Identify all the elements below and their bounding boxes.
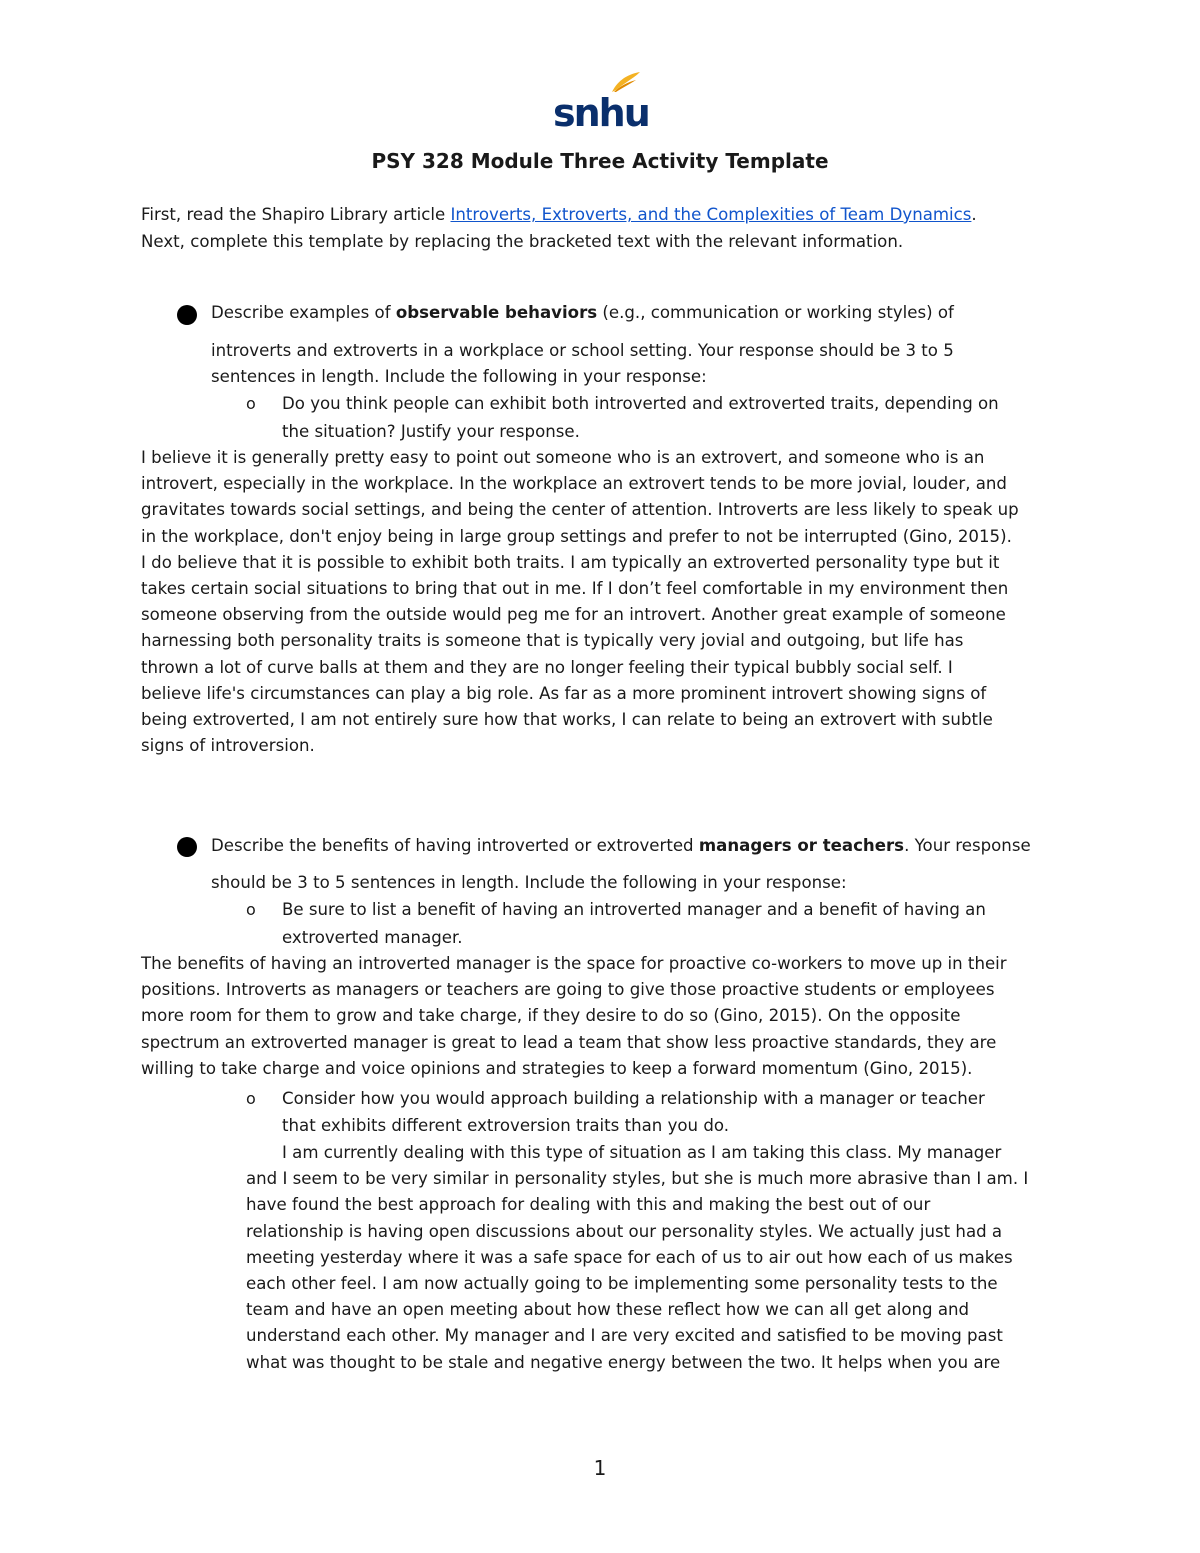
prompt-text: . Your response bbox=[904, 836, 1031, 855]
answer-line: takes certain social situations to bring that out in me. If I don’t feel comfortable in my environment then bbox=[141, 579, 1009, 599]
answer-line: signs of introversion. bbox=[141, 736, 315, 756]
section1-prompt-line-1 bbox=[211, 300, 954, 326]
article-link[interactable]: Introverts, Extroverts, and the Complexities of Team Dynamics bbox=[450, 205, 972, 224]
bullet-icon bbox=[177, 305, 197, 325]
section1-sub-line-2: the situation? Justify your response. bbox=[282, 422, 580, 441]
answer-line: I do believe that it is possible to exhibit both traits. I am typically an extroverted personality type but it bbox=[141, 552, 1000, 572]
prompt-text: Describe the benefits of having introverted or extroverted bbox=[211, 836, 699, 855]
section2-sub2-line-2: that exhibits different extroversion traits than you do. bbox=[282, 1116, 730, 1135]
section2-sub1-line-1: Be sure to list a benefit of having an introverted manager and a benefit of having an bbox=[282, 900, 986, 919]
snhu-logo bbox=[548, 70, 648, 140]
section2-answer-2 bbox=[246, 1140, 1066, 1376]
prompt-bold: managers or teachers bbox=[698, 836, 905, 855]
prompt-text: Describe examples of bbox=[211, 303, 396, 322]
answer-line: and I seem to be very similar in personality styles, but she is much more abrasive than I am. I bbox=[246, 1169, 1029, 1189]
bullet-icon bbox=[177, 837, 197, 857]
section1-prompt-line-2: introverts and extroverts in a workplace or school setting. Your response should be 3 to 5 bbox=[211, 341, 954, 360]
section1-prompt-line-3: sentences in length. Include the following in your response: bbox=[211, 367, 707, 386]
answer-line: gravitates towards social settings, and being the center of attention. Introverts are less likely to speak up bbox=[141, 500, 1019, 520]
answer-line: what was thought to be stale and negative energy between the two. It helps when you are bbox=[246, 1352, 1001, 1372]
answer-line: team and have an open meeting about how these reflect how we can all get along and bbox=[246, 1300, 970, 1320]
answer-line: spectrum an extroverted manager is great to lead a team that show less proactive standards, they are bbox=[141, 1032, 997, 1052]
section1-sub-line-1: Do you think people can exhibit both introverted and extroverted traits, depending on bbox=[282, 394, 999, 413]
answer-line: The benefits of having an introverted manager is the space for proactive co-workers to move up in their bbox=[141, 954, 1007, 973]
hollow-bullet-icon: o bbox=[246, 900, 256, 919]
answer-line: relationship is having open discussions about our personality styles. We actually just had a bbox=[246, 1221, 1003, 1241]
section2-sub1-line-2: extroverted manager. bbox=[282, 928, 463, 947]
answer-line: someone observing from the outside would peg me for an introvert. Another great example of someone bbox=[141, 605, 1006, 625]
answer-line: introvert, especially in the workplace. In the workplace an extrovert tends to be more jovial, louder, and bbox=[141, 474, 1007, 494]
intro-line-2: Next, complete this template by replacing the bracketed text with the relevant information. bbox=[141, 232, 904, 251]
prompt-bold: observable behaviors bbox=[395, 303, 598, 322]
section1-answer bbox=[141, 445, 1061, 759]
section2-prompt-line-1 bbox=[211, 833, 1031, 859]
section2-prompt-line-2: should be 3 to 5 sentences in length. Include the following in your response: bbox=[211, 873, 847, 892]
intro-period: . bbox=[971, 205, 977, 224]
answer-line: meeting yesterday where it was a safe space for each of us to air out how each of us makes bbox=[246, 1247, 1013, 1267]
page-title: PSY 328 Module Three Activity Template bbox=[371, 149, 829, 173]
answer-line: I believe it is generally pretty easy to point out someone who is an extrovert, and someone who is an bbox=[141, 448, 985, 467]
answer-line: willing to take charge and voice opinions and strategies to keep a forward momentum (Gino, 2015). bbox=[141, 1058, 973, 1078]
answer-line: I am currently dealing with this type of situation as I am taking this class. My manager bbox=[282, 1143, 1002, 1162]
answer-line: understand each other. My manager and I are very excited and satisfied to be moving past bbox=[246, 1326, 1003, 1346]
logo-text: snhu bbox=[553, 91, 649, 135]
prompt-text: (e.g., communication or working styles) of bbox=[597, 303, 954, 322]
answer-line: in the workplace, don't enjoy being in large group settings and prefer to not be interrupted (Gino, 2015). bbox=[141, 526, 1012, 546]
answer-line: each other feel. I am now actually going to be implementing some personality tests to the bbox=[246, 1274, 998, 1294]
section2-answer-1 bbox=[141, 951, 1061, 1082]
section2-sub2-line-1: Consider how you would approach building a relationship with a manager or teacher bbox=[282, 1089, 985, 1108]
answer-line: have found the best approach for dealing with this and making the best out of our bbox=[246, 1195, 931, 1215]
intro-line-1 bbox=[141, 202, 977, 228]
answer-line: thrown a lot of curve balls at them and they are no longer feeling their typical bubbly social self. I bbox=[141, 657, 953, 677]
intro-text: First, read the Shapiro Library article bbox=[141, 205, 451, 224]
hollow-bullet-icon: o bbox=[246, 1089, 256, 1108]
answer-line: more room for them to grow and take charge, if they desire to do so (Gino, 2015). On the opposite bbox=[141, 1006, 961, 1026]
page-number: 1 bbox=[593, 1456, 607, 1480]
hollow-bullet-icon: o bbox=[246, 394, 256, 413]
answer-line: believe life's circumstances can play a big role. As far as a more prominent introvert showing signs of bbox=[141, 683, 987, 703]
answer-line: harnessing both personality traits is someone that is typically very jovial and outgoing, but life has bbox=[141, 631, 964, 651]
answer-line: being extroverted, I am not entirely sure how that works, I can relate to being an extrovert with subtle bbox=[141, 710, 993, 730]
answer-line: positions. Introverts as managers or teachers are going to give those proactive students or employees bbox=[141, 980, 995, 1000]
